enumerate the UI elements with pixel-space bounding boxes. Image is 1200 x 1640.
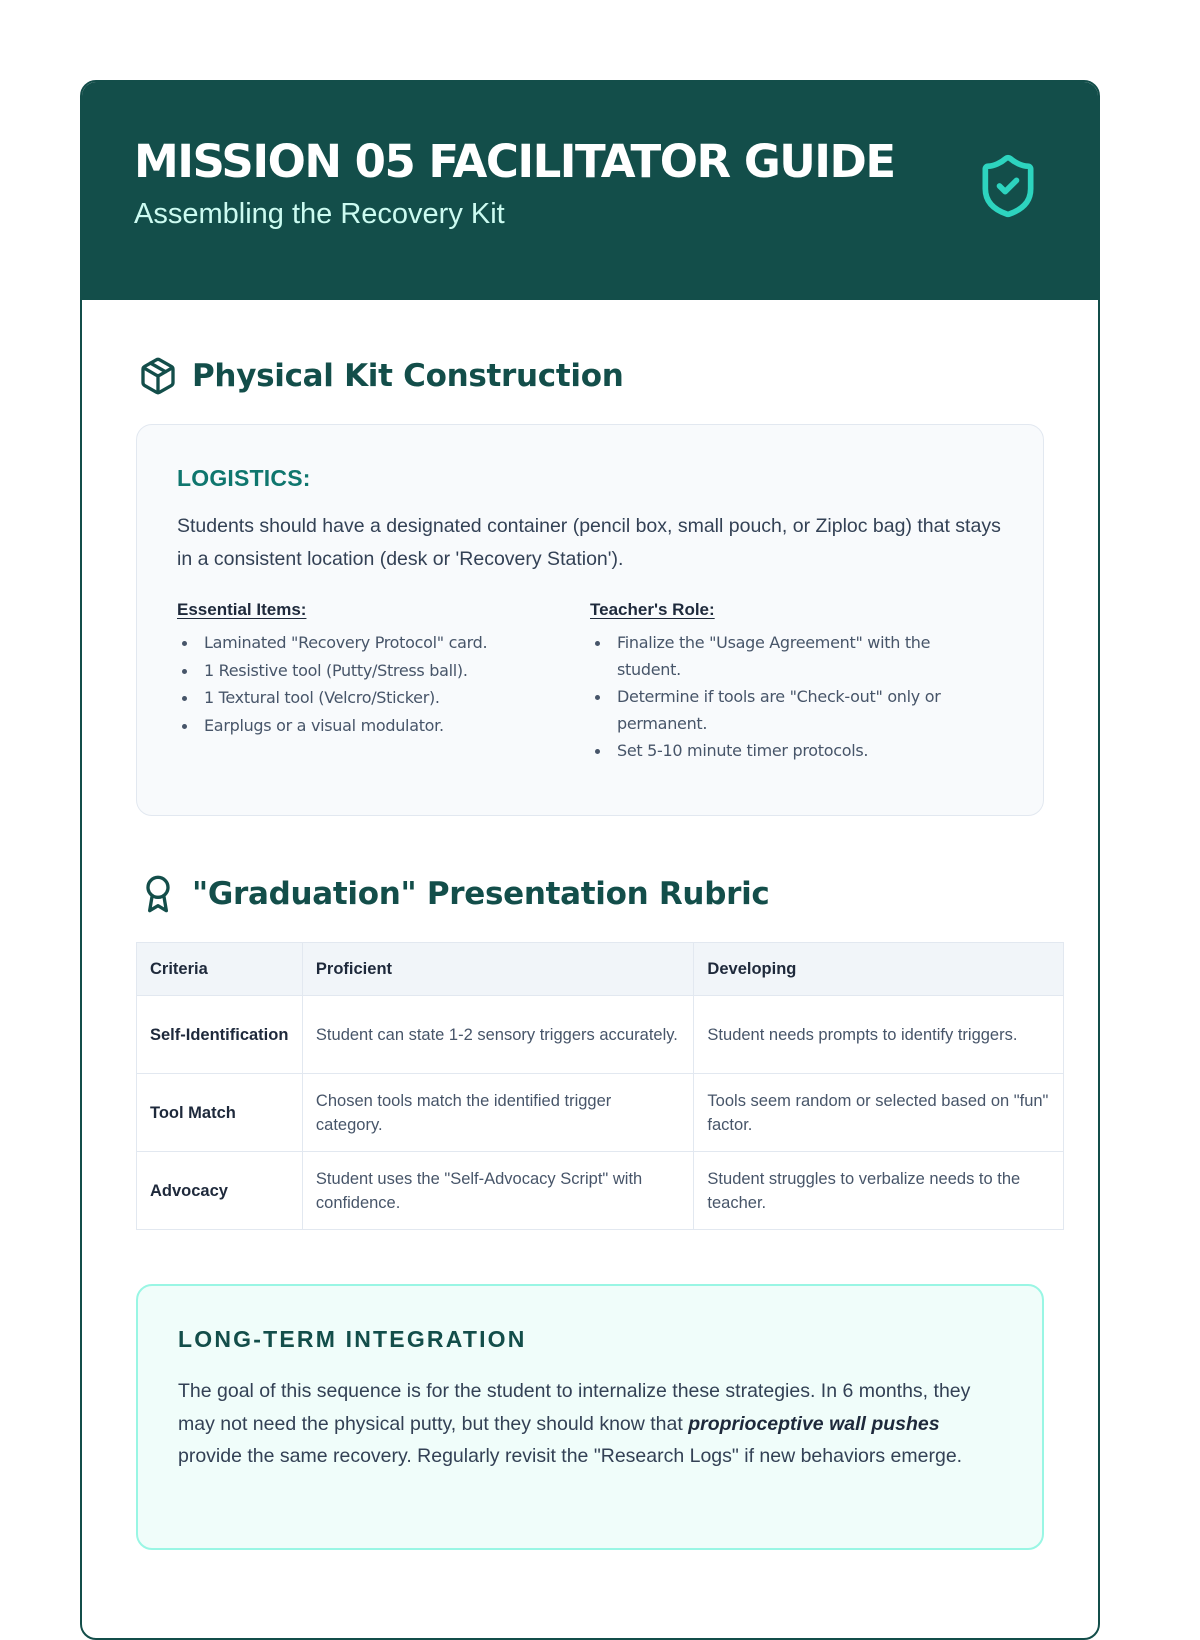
kit-section-title: Physical Kit Construction	[192, 358, 624, 394]
teacher-role-heading: Teacher's Role:	[590, 600, 715, 619]
guide-body	[82, 300, 1098, 1550]
kit-section-heading	[136, 352, 1044, 400]
logistics-label: LOGISTICS:	[177, 465, 311, 491]
rubric-section-heading	[136, 870, 1044, 918]
integration-text-end: provide the same recovery. Regularly revisit the "Research Logs" if new behaviors emerge.	[178, 1445, 963, 1467]
developing-cell: Tools seem random or selected based on "fun" factor.	[694, 1074, 1064, 1152]
list-item: Earplugs or a visual modulator.	[177, 713, 590, 740]
shield-check-icon	[974, 148, 1042, 224]
teacher-role-column	[590, 600, 1003, 766]
rubric-section-title: "Graduation" Presentation Rubric	[192, 876, 770, 912]
logistics-panel	[136, 424, 1044, 816]
column-header-developing: Developing	[694, 943, 1064, 996]
proficient-cell: Student can state 1-2 sensory triggers accurately.	[302, 996, 694, 1074]
criteria-cell: Self-Identification	[137, 996, 303, 1074]
list-item: Determine if tools are "Check-out" only or permanent.	[590, 684, 1003, 737]
integration-callout	[136, 1284, 1044, 1550]
essential-items-column	[177, 600, 590, 766]
proficient-cell: Chosen tools match the identified trigger category.	[302, 1074, 694, 1152]
page-title: MISSION 05 FACILITATOR GUIDE	[134, 135, 895, 188]
table-row	[137, 1152, 1064, 1230]
page-subtitle: Assembling the Recovery Kit	[134, 198, 505, 230]
package-icon	[138, 356, 178, 396]
proficient-cell: Student uses the "Self-Advocacy Script" with confidence.	[302, 1152, 694, 1230]
column-header-criteria: Criteria	[137, 943, 303, 996]
table-row	[137, 1074, 1064, 1152]
table-header-row	[137, 943, 1064, 996]
guide-card	[80, 80, 1100, 1640]
essential-items-heading: Essential Items:	[177, 600, 307, 619]
integration-text-start: The goal of this sequence is for the student to internalize these strategies. In 6 months, they may not need the physical putty, but they should know that	[178, 1380, 971, 1435]
integration-title: LONG-TERM INTEGRATION	[178, 1326, 527, 1352]
list-item: 1 Resistive tool (Putty/Stress ball).	[177, 658, 590, 685]
criteria-cell: Advocacy	[137, 1152, 303, 1230]
teacher-role-list	[590, 630, 1003, 765]
list-item: Set 5-10 minute timer protocols.	[590, 738, 1003, 765]
integration-emphasis: proprioceptive wall pushes	[688, 1412, 940, 1435]
list-item: 1 Textural tool (Velcro/Sticker).	[177, 685, 590, 712]
column-header-proficient: Proficient	[302, 943, 694, 996]
developing-cell: Student needs prompts to identify triggers.	[694, 996, 1064, 1074]
list-item: Laminated "Recovery Protocol" card.	[177, 630, 590, 657]
list-item: Finalize the "Usage Agreement" with the student.	[590, 630, 1003, 683]
award-ribbon-icon	[138, 874, 178, 914]
criteria-cell: Tool Match	[137, 1074, 303, 1152]
guide-header	[82, 82, 1098, 300]
logistics-text: Students should have a designated container (pencil box, small pouch, or Ziploc bag) that stays in a consistent location (desk or 'Recovery Station').	[177, 515, 1001, 570]
integration-text	[178, 1375, 1002, 1473]
developing-cell: Student struggles to verbalize needs to the teacher.	[694, 1152, 1064, 1230]
essential-items-list	[177, 630, 590, 739]
rubric-table	[136, 942, 1064, 1230]
table-row	[137, 996, 1064, 1074]
